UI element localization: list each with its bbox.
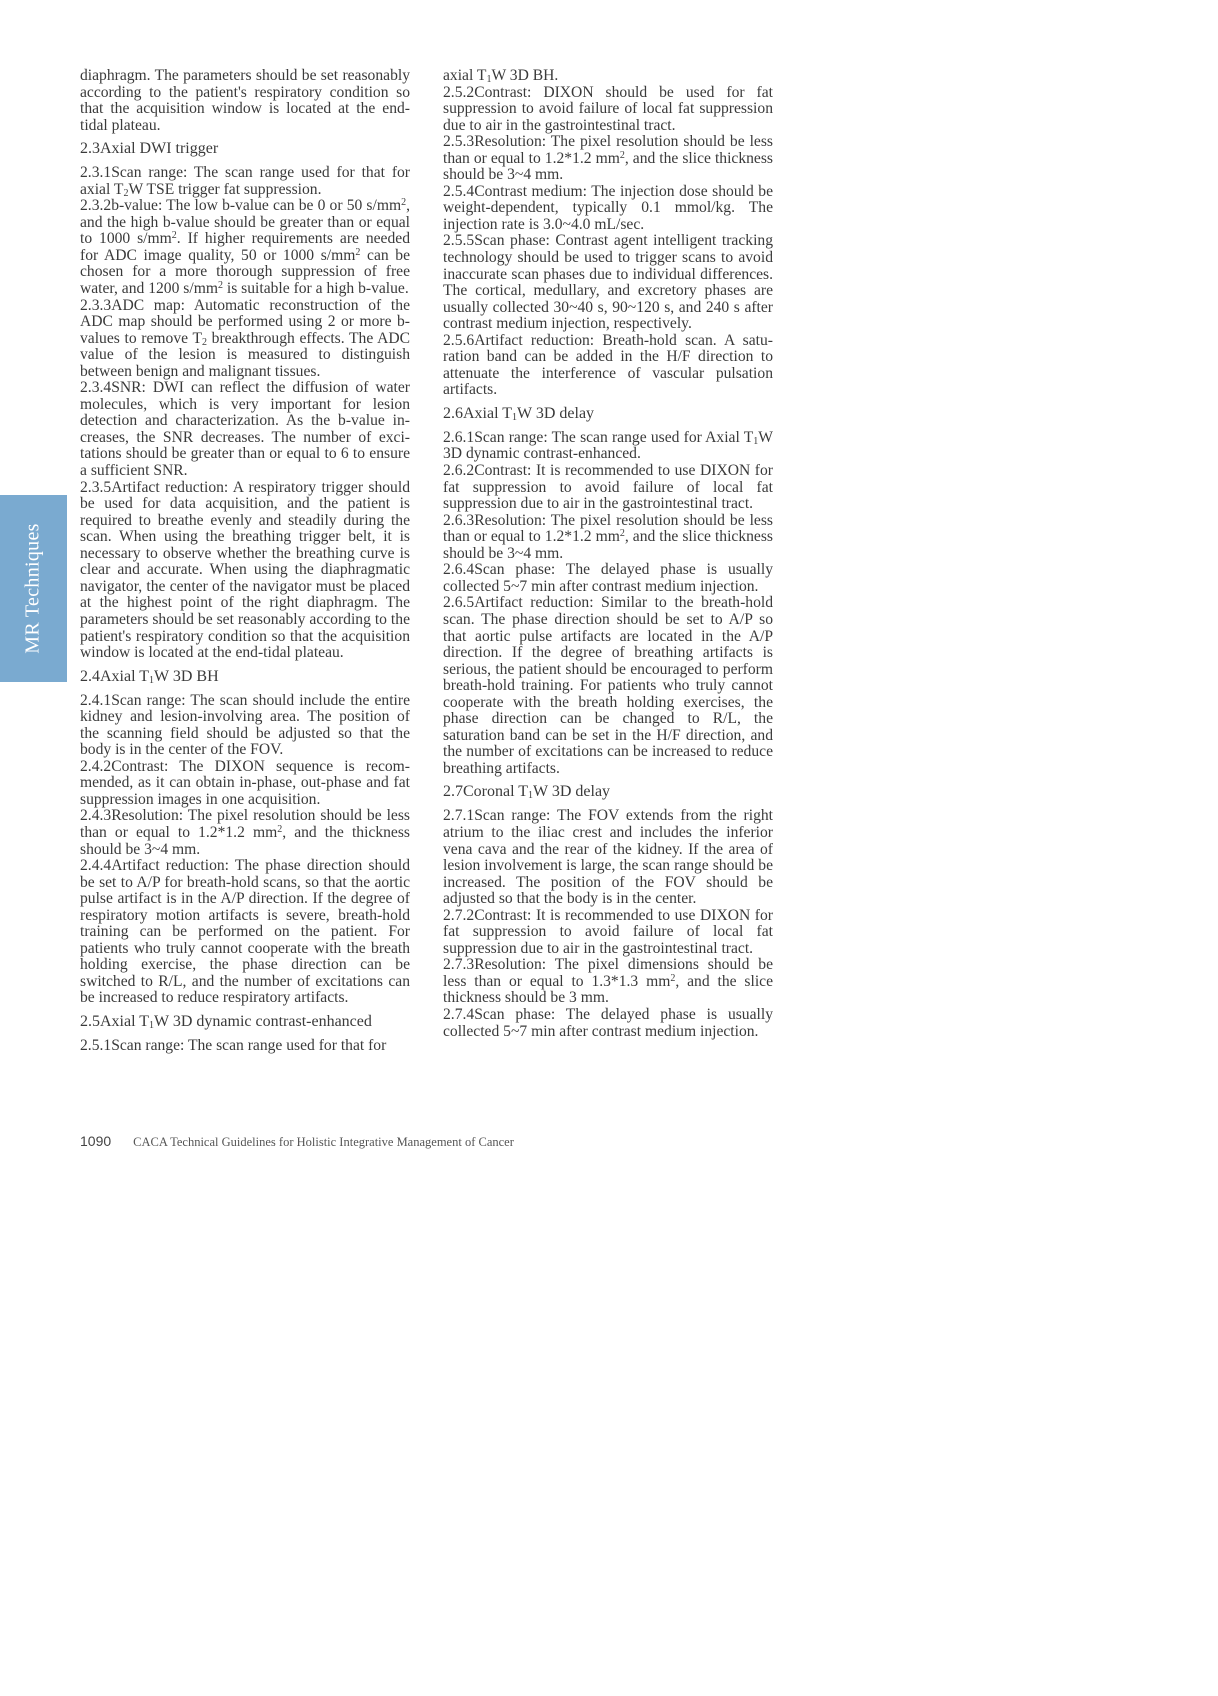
text-run: W 3D dynamic contrast-enhanced. [443, 428, 773, 463]
text-run: 2.3.1Scan range: The scan range used for that for axial T [80, 164, 410, 198]
text-run: , and the thickness should be 3~4 mm. [80, 823, 410, 858]
body-paragraph: 2.4.4Artifact reduction: The phase direction should be set to A/P for breath-hold scans, so that the aortic pulse artifact is in the A/P direction. If the degree of respiratory motion artifacts is severe, breath-hold training can be performed on the patient. For patients who truly cannot cooperate with the breath holding exercise, the phase direction can be switched to R/L, and the number of excitations can be increased to reduce respiratory artifacts. [80, 857, 410, 1007]
body-paragraph: 2.4.2Contrast: The DIXON sequence is recommended, as it can obtain in-phase, out-phase and fat suppression images in one acquisition. [80, 757, 410, 808]
superscript: 2 [670, 972, 676, 984]
text-run: 2.7.3Resolution: The pixel dimensions should be less than or equal to 1.3*1.3 mm [443, 956, 773, 990]
text-run: W 3D BH. [491, 67, 559, 84]
body-paragraph: 2.5.1Scan range: The scan range used for that for [80, 1036, 387, 1054]
journal-title: CACA Technical Guidelines for Holistic Integrative Management of Cancer [133, 1135, 514, 1149]
superscript: 2 [355, 246, 361, 258]
text-run: 2.5.3Resolution: The pixel resolution should be less than or equal to 1.2*1.2 mm [443, 133, 773, 167]
subscript: 1 [149, 1019, 155, 1031]
text-run: 2.4.3Resolution: The pixel resolution should be less than or equal to 1.2*1.2 mm [80, 807, 410, 841]
section-heading [80, 668, 410, 686]
text-run: , and the slice thickness should be 3 mm. [443, 972, 773, 1007]
left-column [80, 68, 410, 1055]
superscript: 2 [277, 823, 283, 835]
text-run: 2.3.2b-value: The low b-value can be 0 or 50 s/mm [80, 197, 402, 215]
section-heading [443, 783, 773, 801]
section-heading [80, 140, 410, 158]
body-paragraph: 2.5.4Contrast medium: The injection dose should be weight-dependent, typically 0.1 mmol/kg. The injection rate is 3.0~4.0 mL/sec. [443, 182, 773, 233]
text-run: 2.6.1Scan range: The scan range used for Axial T [443, 428, 754, 446]
body-paragraph: 2.3.5Artifact reduction: A respiratory trigger should be used for data acquisition, and the patient is required to breathe evenly and steadily during the scan. When using the breathing trigger belt, it is necessary to observe whether the breathing curve is clear and accurate. When using the diaphragmatic navigator, the center of the navigator must be placed at the highest point of the right diaphragm. The parameters should be set reasonably according to the patient's respiratory condition so that the acquisition window is located at the end-tidal plateau. [80, 478, 410, 662]
text-run: W 3D delay [517, 404, 595, 422]
section-side-tab-label: MR Techniques [22, 523, 45, 654]
superscript: 2 [171, 230, 177, 242]
text-run: 2.3Axial DWI trigger [80, 140, 219, 158]
text-run: axial T [443, 67, 487, 84]
subscript: 1 [486, 74, 492, 85]
body-paragraph [80, 808, 410, 858]
body-paragraph [443, 430, 773, 463]
text-run: 2.7Coronal T [443, 783, 529, 801]
text-run: W TSE trigger fat suppression. [128, 180, 322, 198]
subscript: 2 [201, 336, 207, 348]
subscript: 1 [528, 790, 534, 802]
body-paragraph [80, 298, 410, 381]
body-paragraph [80, 198, 410, 297]
body-paragraph: 2.6.2Contrast: It is recommended to use DIXON for fat suppression to avoid failure of local fat suppression due to air in the gastrointestinal tract. [443, 462, 773, 513]
body-paragraph: 2.3.4SNR: DWI can reflect the diffusion of water molecules, which is very important for lesion detection and characterization. As the b-value increases, the SNR decreases. The number of excitations should be greater than or equal to 6 to ensure a sufficient SNR. [80, 379, 410, 480]
superscript: 2 [619, 528, 625, 540]
text-run: , and the slice thickness should be 3~4 mm. [443, 528, 773, 562]
body-paragraph: diaphragm. The parameters should be set reasonably according to the patient's respiratory condition so that the acquisition window is located at the end-tidal plateau. [80, 67, 410, 134]
superscript: 2 [217, 280, 223, 292]
text-run: W 3D delay [533, 783, 611, 801]
section-side-tab [0, 495, 67, 682]
text-run: can be chosen for a more thorough suppression of free water, and 1200 s/mm [80, 246, 411, 298]
superscript: 2 [401, 197, 407, 209]
page-footer [80, 1133, 514, 1150]
body-paragraph: 2.6.4Scan phase: The delayed phase is usually collected 5~7 min after contrast medium injection. [443, 561, 773, 595]
text-run: W 3D dynamic contrast-enhanced [154, 1012, 372, 1030]
section-heading [80, 1013, 410, 1031]
body-paragraph: 2.5.6Artifact reduction: Breath-hold scan. A saturation band can be added in the H/F direction to attenuate the interference of vascular pulsation artifacts. [443, 331, 773, 399]
text-run: 2.6Axial T [443, 404, 513, 422]
right-column [443, 68, 773, 1040]
body-paragraph [443, 513, 773, 563]
body-paragraph [443, 957, 773, 1007]
subscript: 1 [149, 674, 155, 686]
body-paragraph: 2.4.1Scan range: The scan should include the entire kidney and lesion-involving area. The position of the scanning field should be adjusted so that the body is in the center of the FOV. [80, 691, 410, 759]
body-paragraph: 2.6.5Artifact reduction: Similar to the breath-hold scan. The phase direction should be set to A/P so that aortic pulse artifacts are located in the A/P direction. If the degree of breathing artifacts is serious, the patient should be encouraged to perform breath-hold training. For patients who truly cannot cooperate with the breath holding exercises, the phase direction can be changed to R/L, the saturation band can be set in the H/F direction, and the number of excitations can be increased to reduce breathing artifacts. [443, 594, 773, 777]
body-paragraph: 2.7.4Scan phase: The delayed phase is usually collected 5~7 min after contrast medium injection. [443, 1005, 773, 1040]
superscript: 2 [619, 149, 625, 161]
text-run: 2.4Axial T [80, 667, 150, 685]
body-paragraph [80, 165, 410, 198]
text-run: . If higher requirements are needed for ADC image quality, 50 or 1000 s/mm [80, 230, 410, 264]
subscript: 1 [753, 435, 759, 447]
text-run: breakthrough effects. The ADC value of the lesion is measured to distinguish between benign and malignant tissues. [80, 329, 410, 380]
body-paragraph: 2.7.1Scan range: The FOV extends from the right atrium to the iliac crest and includes the inferior vena cava and the rear of the kidney. If the area of lesion involvement is large, the scan range should be increased. The position of the FOV should be adjusted so that the body is in the center. [443, 807, 773, 908]
text-run: 2.3.3ADC map: Automatic reconstruction of the ADC map should be performed using 2 or more b-values to remove T [80, 296, 410, 347]
text-run: , and the slice thickness should be 3~4 mm. [443, 149, 773, 184]
text-run: is suitable for a high b-value. [222, 280, 409, 298]
body-paragraph [443, 134, 773, 184]
subscript: 2 [123, 187, 129, 199]
body-paragraph: 2.5.2Contrast: DIXON should be used for fat suppression to avoid failure of local fat suppression due to air in the gastrointestinal tract. [443, 83, 773, 134]
body-paragraph: 2.5.5Scan phase: Contrast agent intelligent tracking technology should be used to trigger scans to avoid inaccurate scan phases due to individual differences. The cortical, medullary, and excretory phases are usually collected 30~40 s, 90~120 s, and 240 s after contrast medium injection, respectively. [443, 232, 773, 333]
text-run: , and the high b-value should be greater than or equal to 1000 s/mm [80, 197, 410, 248]
section-heading [443, 405, 773, 423]
text-run: W 3D BH [154, 667, 219, 685]
text-run: 2.5Axial T [80, 1012, 150, 1030]
subscript: 1 [512, 411, 518, 423]
page-number: 1090 [80, 1133, 112, 1149]
body-paragraph [443, 68, 773, 85]
text-run: 2.6.3Resolution: The pixel resolution should be less than or equal to 1.2*1.2 mm [443, 511, 773, 546]
body-paragraph: 2.7.2Contrast: It is recommended to use DIXON for fat suppression to avoid failure of local fat suppression due to air in the gastrointestinal tract. [443, 906, 773, 957]
